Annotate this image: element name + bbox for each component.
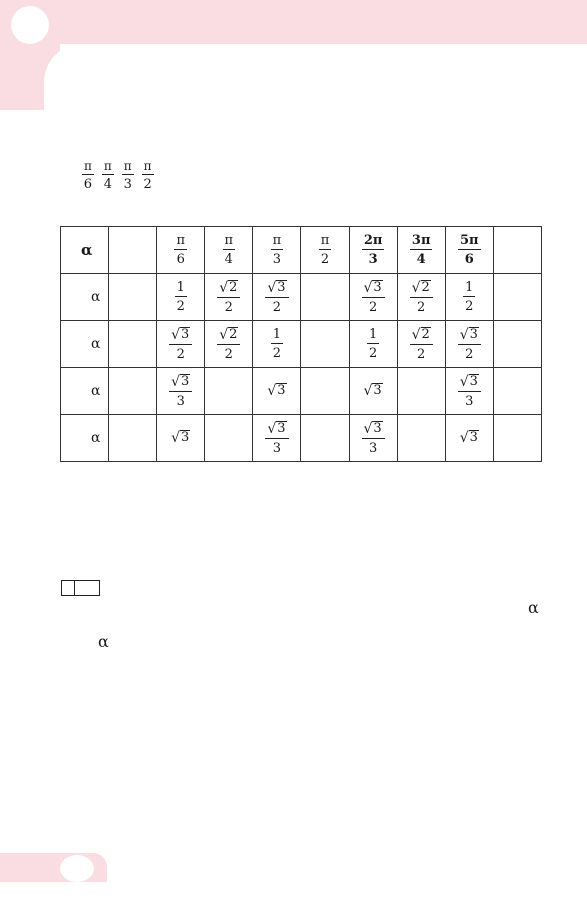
- fraction: [271, 234, 284, 266]
- fraction: [367, 328, 379, 360]
- table-cell: [205, 368, 253, 415]
- fraction-denominator: 2: [368, 346, 378, 361]
- radical-sign: √: [363, 279, 373, 296]
- table-cell: [349, 274, 397, 321]
- table-cell: [253, 368, 301, 415]
- sqrt-fraction: [410, 280, 433, 314]
- angle-header: [349, 227, 397, 274]
- square-root: [219, 280, 238, 295]
- empty-cell: [109, 321, 157, 368]
- empty-cell: [493, 368, 541, 415]
- radicand: 3: [181, 327, 190, 343]
- fraction-numerator: π: [123, 159, 132, 173]
- radical-sign: √: [363, 382, 373, 399]
- table-header-row: [61, 227, 542, 274]
- table-row: [61, 415, 542, 462]
- fraction-numerator: 1: [176, 280, 185, 295]
- square-root: [460, 374, 479, 389]
- empty-cell: [493, 274, 541, 321]
- fraction-numerator: [410, 327, 433, 345]
- fraction-denominator: 2: [417, 346, 426, 362]
- radicand: 3: [373, 383, 382, 399]
- square-root: [267, 280, 286, 295]
- radical-sign: √: [459, 373, 469, 390]
- fraction-numerator: π: [176, 233, 185, 248]
- answer-box-wide: [75, 580, 100, 596]
- table-cell: [349, 368, 397, 415]
- square-root: [171, 327, 190, 342]
- fraction-denominator: 6: [83, 177, 93, 192]
- table-cell: [253, 415, 301, 462]
- sqrt-fraction: [265, 421, 288, 455]
- alpha-symbol: α: [528, 598, 539, 617]
- fraction: [174, 234, 187, 266]
- fraction-denominator: 3: [272, 252, 282, 267]
- angle-header: [445, 227, 493, 274]
- angle-header: [253, 227, 301, 274]
- table-cell: [157, 321, 205, 368]
- fraction-denominator: 2: [143, 177, 152, 192]
- empty-cell: [109, 368, 157, 415]
- table-cell: [397, 274, 445, 321]
- square-root: [412, 327, 431, 342]
- table-cell: [301, 321, 349, 368]
- square-root: [460, 327, 479, 342]
- angle-header: [301, 227, 349, 274]
- table-cell: [349, 415, 397, 462]
- footer-page-oval: [60, 855, 94, 882]
- fraction-denominator: 4: [103, 177, 112, 192]
- fraction: [319, 234, 332, 266]
- sqrt-fraction: [217, 327, 240, 361]
- fraction-numerator: [169, 374, 192, 392]
- fraction: [271, 328, 283, 360]
- fraction-numerator: [265, 421, 288, 439]
- answer-box-small: [61, 580, 75, 596]
- radicand: 2: [229, 327, 238, 343]
- fraction-numerator: 2π: [363, 233, 383, 248]
- radical-sign: √: [459, 429, 469, 446]
- alpha-label: α: [61, 227, 109, 274]
- radical-sign: √: [459, 326, 469, 343]
- empty-cell: [493, 227, 541, 274]
- fraction: [458, 234, 481, 266]
- sqrt-fraction: [265, 280, 288, 314]
- table-cell: [397, 415, 445, 462]
- fraction-denominator: 6: [464, 252, 474, 267]
- fraction-numerator: [362, 421, 385, 439]
- empty-cell: [109, 415, 157, 462]
- radicand: 3: [469, 374, 478, 390]
- alpha-label: α: [61, 321, 109, 368]
- fraction-denominator: 2: [176, 299, 185, 314]
- fraction-denominator: 3: [368, 252, 378, 267]
- radical-sign: √: [363, 420, 373, 437]
- fraction-numerator: 3π: [411, 233, 431, 248]
- table-cell: [253, 274, 301, 321]
- fraction-numerator: [362, 280, 385, 298]
- radicand: 2: [229, 280, 238, 296]
- radicand: 3: [181, 430, 190, 446]
- trig-table: [60, 226, 542, 462]
- fraction-denominator: 2: [465, 299, 474, 314]
- table-cell: [301, 274, 349, 321]
- fraction-numerator: π: [103, 159, 112, 173]
- fraction-numerator: π: [320, 233, 330, 248]
- radical-sign: √: [171, 429, 181, 446]
- header-curve: [44, 44, 587, 164]
- fraction-denominator: 6: [176, 252, 185, 267]
- fraction-denominator: 2: [320, 252, 330, 267]
- radicand: 2: [421, 280, 430, 296]
- angle-header: [205, 227, 253, 274]
- table-cell: [253, 321, 301, 368]
- fraction-numerator: π: [272, 233, 282, 248]
- empty-cell: [109, 227, 157, 274]
- fraction-numerator: [458, 327, 481, 345]
- alpha-label: α: [61, 368, 109, 415]
- table-cell: [157, 415, 205, 462]
- fraction-numerator: π: [143, 159, 152, 173]
- fraction-numerator: [217, 280, 240, 298]
- radical-sign: √: [267, 382, 277, 399]
- square-root: [171, 430, 190, 445]
- radical-sign: √: [219, 279, 229, 296]
- fraction: [102, 160, 114, 191]
- header-circle: [11, 6, 49, 44]
- fraction: [463, 281, 475, 313]
- fraction-numerator: 1: [368, 327, 378, 342]
- fraction-denominator: 2: [465, 346, 474, 362]
- sqrt-fraction: [169, 327, 192, 361]
- fraction-denominator: 4: [224, 252, 233, 267]
- radicand: 3: [469, 430, 478, 446]
- square-root: [219, 327, 238, 342]
- alpha-label: α: [61, 274, 109, 321]
- square-root: [460, 430, 479, 445]
- fraction: [175, 281, 187, 313]
- sqrt-fraction: [362, 421, 385, 455]
- square-root: [267, 421, 286, 436]
- radical-sign: √: [219, 326, 229, 343]
- alpha-label: α: [61, 415, 109, 462]
- sqrt-fraction: [458, 374, 481, 408]
- radicand: 3: [277, 383, 286, 399]
- sqrt-fraction: [410, 327, 433, 361]
- fraction: [362, 234, 385, 266]
- fraction-numerator: [169, 327, 192, 345]
- intro-fractions: [82, 160, 154, 191]
- fraction: [122, 160, 134, 191]
- square-root: [364, 421, 383, 436]
- radical-sign: √: [171, 326, 181, 343]
- fraction-denominator: 2: [272, 346, 282, 361]
- header-band: [0, 0, 587, 44]
- fraction-denominator: 4: [416, 252, 426, 267]
- radicand: 3: [373, 280, 382, 296]
- radicand: 2: [421, 327, 430, 343]
- sqrt-fraction: [217, 280, 240, 314]
- table-cell: [397, 321, 445, 368]
- fraction: [410, 234, 433, 266]
- empty-cell: [109, 274, 157, 321]
- sqrt-fraction: [458, 327, 481, 361]
- radicand: 3: [277, 421, 286, 437]
- radical-sign: √: [171, 373, 181, 390]
- radical-sign: √: [411, 326, 421, 343]
- table-cell: [157, 368, 205, 415]
- answer-boxes: [61, 580, 100, 596]
- square-root: [364, 280, 383, 295]
- angle-header: [397, 227, 445, 274]
- fraction-denominator: 3: [368, 440, 378, 456]
- radicand: 3: [469, 327, 478, 343]
- table-row: [61, 274, 542, 321]
- square-root: [412, 280, 431, 295]
- fraction-numerator: 1: [465, 280, 474, 295]
- fraction: [142, 160, 154, 191]
- radical-sign: √: [267, 279, 277, 296]
- fraction-denominator: 3: [272, 440, 282, 456]
- fraction-numerator: π: [224, 233, 234, 248]
- angle-header: [157, 227, 205, 274]
- fraction-numerator: [265, 280, 288, 298]
- radicand: 3: [277, 280, 286, 296]
- table-cell: [445, 274, 493, 321]
- fraction-denominator: 2: [368, 299, 378, 315]
- table-cell: [445, 368, 493, 415]
- fraction-numerator: 5π: [460, 233, 479, 248]
- fraction-denominator: 3: [176, 393, 185, 409]
- fraction-numerator: [217, 327, 240, 345]
- table-row: [61, 321, 542, 368]
- fraction: [82, 160, 94, 191]
- fraction-denominator: 3: [465, 393, 474, 409]
- table-cell: [157, 274, 205, 321]
- radical-sign: √: [267, 420, 277, 437]
- fraction-numerator: [458, 374, 481, 392]
- radical-sign: √: [411, 279, 421, 296]
- square-root: [267, 383, 286, 398]
- table-cell: [397, 368, 445, 415]
- fraction-denominator: 3: [123, 177, 132, 192]
- alpha-symbol: α: [98, 632, 109, 651]
- sqrt-fraction: [169, 374, 192, 408]
- fraction: [223, 234, 236, 266]
- radicand: 3: [181, 374, 190, 390]
- table-cell: [445, 415, 493, 462]
- table-cell: [205, 415, 253, 462]
- fraction-numerator: 1: [272, 327, 282, 342]
- fraction-denominator: 2: [176, 346, 185, 362]
- fraction-denominator: 2: [224, 346, 233, 362]
- table-cell: [301, 368, 349, 415]
- table-cell: [205, 274, 253, 321]
- fraction-numerator: [410, 280, 433, 298]
- empty-cell: [493, 321, 541, 368]
- square-root: [171, 374, 190, 389]
- table-row: [61, 368, 542, 415]
- table-cell: [349, 321, 397, 368]
- fraction-numerator: π: [84, 159, 92, 173]
- fraction-denominator: 2: [417, 299, 426, 315]
- empty-cell: [493, 415, 541, 462]
- table-cell: [205, 321, 253, 368]
- sqrt-fraction: [362, 280, 385, 314]
- fraction-denominator: 2: [272, 299, 282, 315]
- radicand: 3: [373, 421, 382, 437]
- table-cell: [445, 321, 493, 368]
- square-root: [364, 383, 383, 398]
- table-cell: [301, 415, 349, 462]
- fraction-denominator: 2: [224, 299, 233, 315]
